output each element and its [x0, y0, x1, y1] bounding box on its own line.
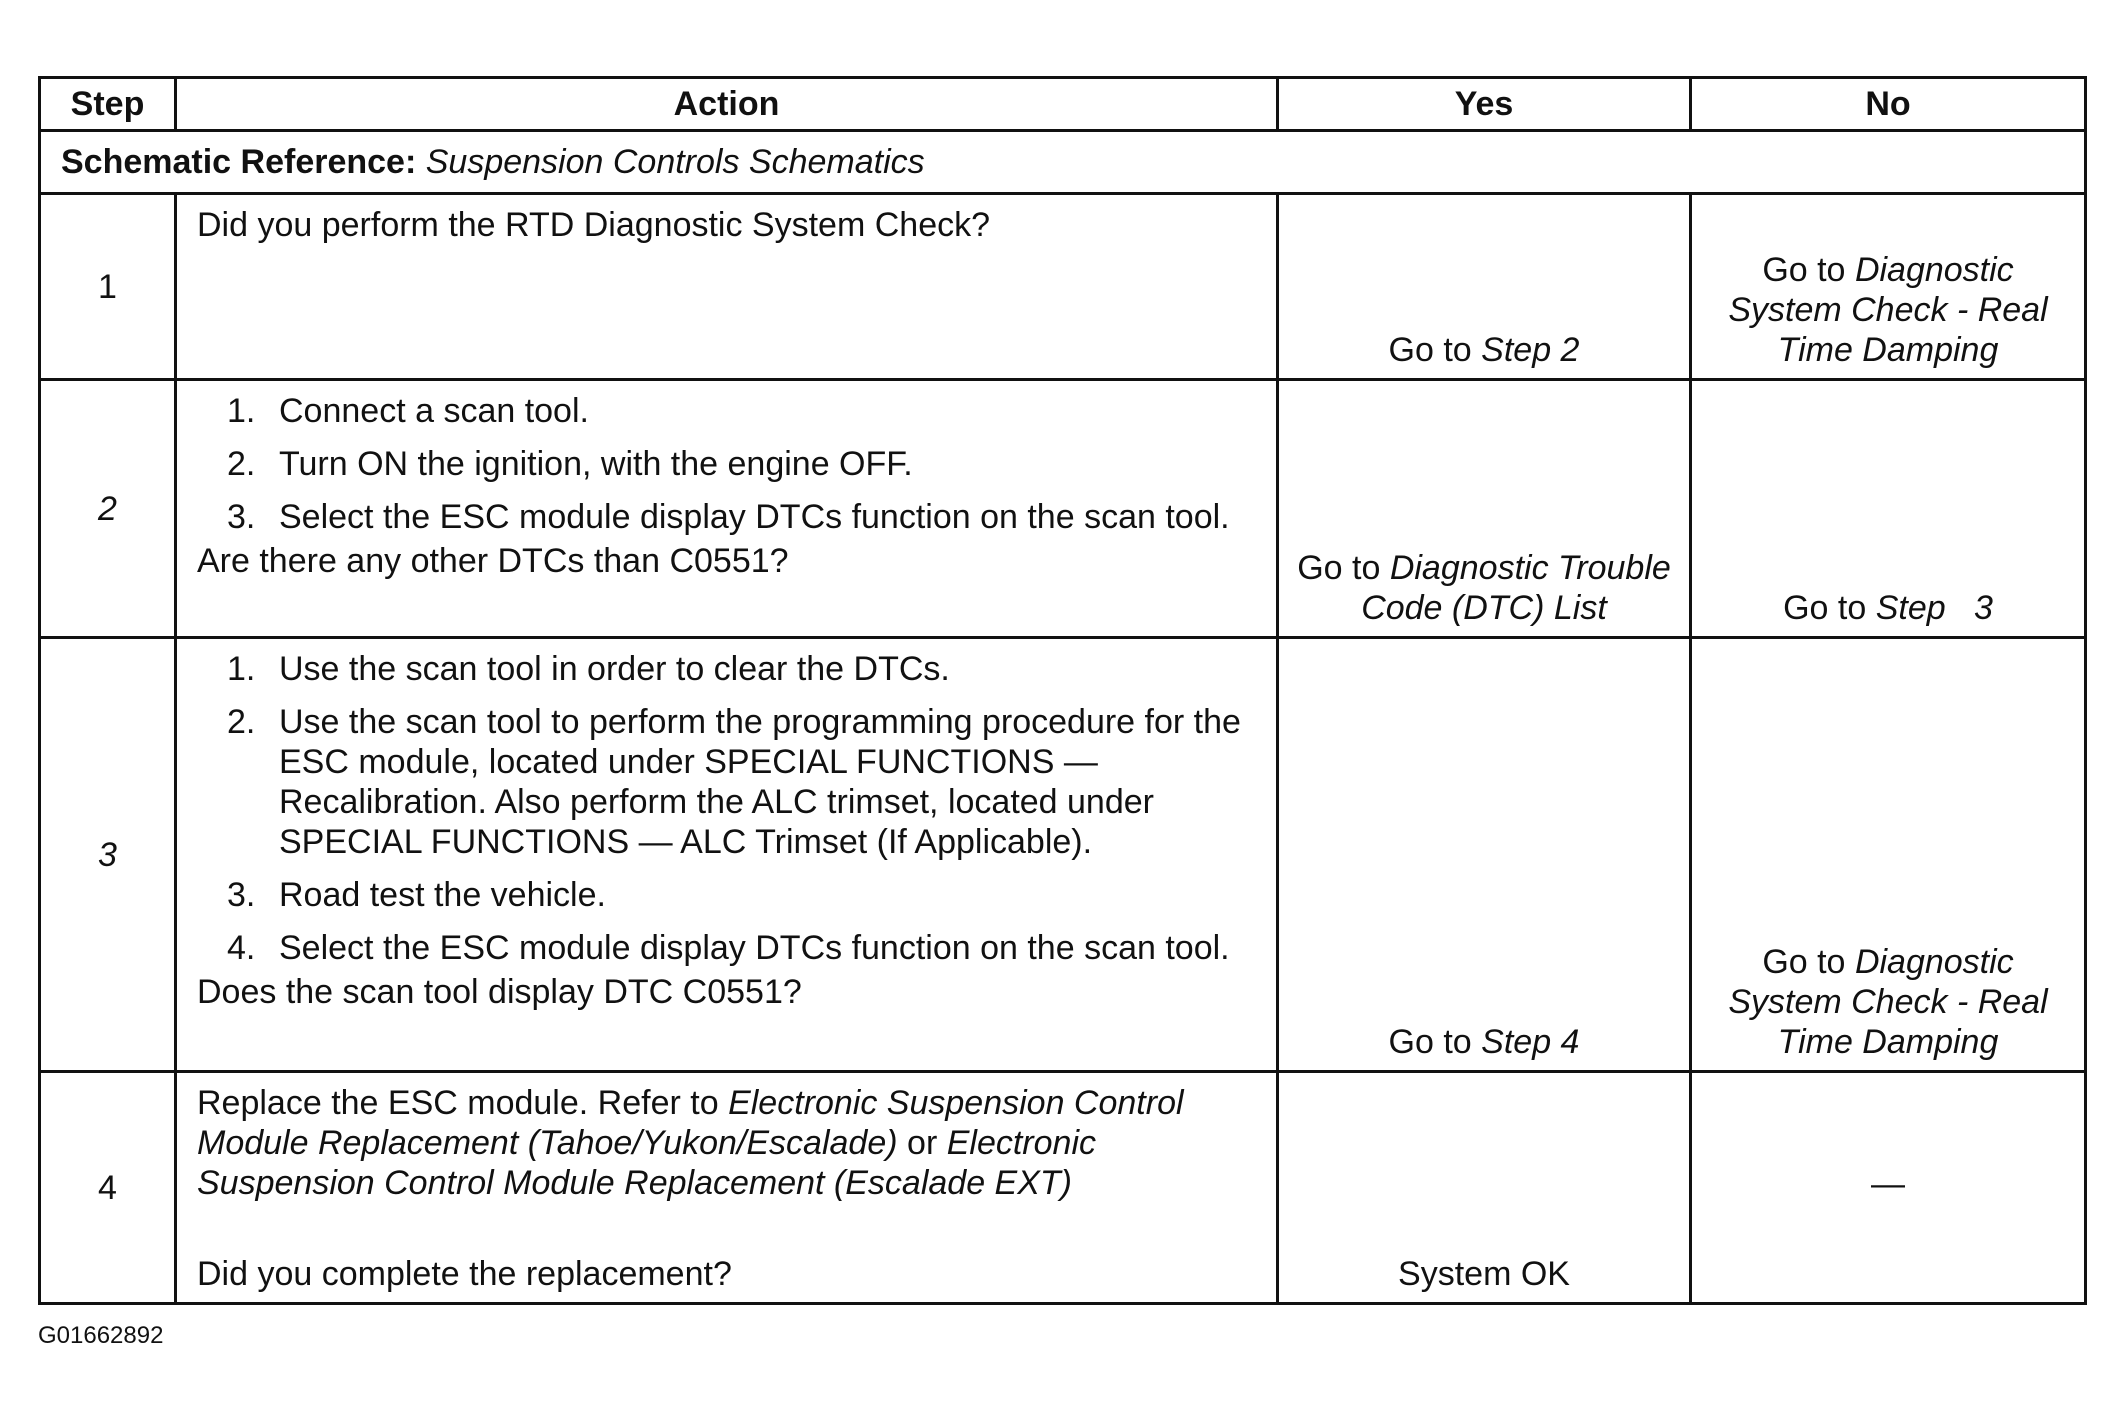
- step-number: 2: [40, 380, 176, 638]
- action-text: Replace the ESC module. Refer to: [197, 1084, 719, 1122]
- yes-prefix: Go to: [1388, 1023, 1472, 1061]
- list-item: 1. Connect a scan tool.: [227, 392, 589, 430]
- schematic-reference-link[interactable]: Suspension Controls Schematics: [425, 143, 925, 181]
- action-steps: [197, 649, 1256, 968]
- schematic-reference-row: [40, 131, 2086, 194]
- action-cell: [176, 1072, 1278, 1304]
- list-item: 4. Select the ESC module display DTCs function on the scan tool.: [227, 929, 1230, 967]
- yes-cell: [1278, 194, 1691, 380]
- no-link[interactable]: Diagnostic System Check - Real Time Damping: [1728, 943, 2048, 1061]
- yes-link[interactable]: Diagnostic Trouble Code (DTC) List: [1361, 549, 1671, 627]
- list-item: 3. Road test the vehicle.: [227, 876, 606, 914]
- no-cell: [1691, 194, 2086, 380]
- no-link[interactable]: Step 3: [1875, 589, 1993, 627]
- no-cell: [1691, 638, 2086, 1072]
- header-step: Step: [40, 78, 176, 131]
- list-item: 2. Turn ON the ignition, with the engine OFF.: [227, 445, 913, 483]
- table-row: [40, 638, 2086, 1072]
- schematic-reference: [40, 131, 2086, 194]
- action-cell: [176, 194, 1278, 380]
- yes-prefix: Go to: [1297, 549, 1381, 587]
- yes-cell: [1278, 1072, 1691, 1304]
- table-row: [40, 1072, 2086, 1304]
- step-number: 1: [40, 194, 176, 380]
- diagnostic-table: [38, 76, 2087, 1305]
- action-question: Does the scan tool display DTC C0551?: [197, 973, 802, 1011]
- yes-cell: [1278, 638, 1691, 1072]
- no-dash: —: [1871, 1164, 1905, 1203]
- action-question: Are there any other DTCs than C0551?: [197, 542, 789, 580]
- action-steps: [197, 391, 1256, 537]
- yes-link[interactable]: Step 4: [1481, 1023, 1580, 1061]
- action-question: Did you complete the replacement?: [197, 1255, 732, 1293]
- schematic-reference-label: Schematic Reference:: [61, 143, 417, 181]
- no-cell: [1691, 1072, 2086, 1304]
- yes-link[interactable]: Step 2: [1481, 331, 1580, 369]
- header-no: No: [1691, 78, 2086, 131]
- yes-prefix: Go to: [1388, 331, 1472, 369]
- replacement-link-2[interactable]: Electronic Suspension Control Module Replacement (Escalade EXT): [197, 1124, 1096, 1202]
- yes-text: System OK: [1398, 1255, 1570, 1293]
- replacement-link-1[interactable]: Electronic Suspension Control Module Replacement (Tahoe/Yukon/Escalade): [197, 1084, 1184, 1162]
- list-item: 2. Use the scan tool to perform the programming procedure for the ESC module, located under SPECIAL FUNCTIONS — Recalibration. Also perform the ALC trimset, located under SPECIAL FUNCTIONS — ALC Trimset (If Applicable).: [227, 703, 1241, 861]
- header-yes: Yes: [1278, 78, 1691, 131]
- table-row: [40, 194, 2086, 380]
- yes-cell: [1278, 380, 1691, 638]
- action-question: Did you perform the RTD Diagnostic System Check?: [197, 206, 991, 244]
- figure-id: G01662892: [38, 1322, 164, 1349]
- action-cell: [176, 638, 1278, 1072]
- no-prefix: Go to: [1762, 251, 1846, 289]
- no-prefix: Go to: [1783, 589, 1867, 627]
- no-cell: [1691, 380, 2086, 638]
- no-prefix: Go to: [1762, 943, 1846, 981]
- no-link[interactable]: Diagnostic System Check - Real Time Damping: [1728, 251, 2048, 369]
- list-item: 1. Use the scan tool in order to clear the DTCs.: [227, 650, 950, 688]
- step-number: 3: [40, 638, 176, 1072]
- step-number: 4: [40, 1072, 176, 1304]
- table-row: [40, 380, 2086, 638]
- header-row: [40, 78, 2086, 131]
- action-text-or: or: [907, 1124, 938, 1162]
- list-item: 3. Select the ESC module display DTCs function on the scan tool.: [227, 498, 1230, 536]
- action-cell: [176, 380, 1278, 638]
- header-action: Action: [176, 78, 1278, 131]
